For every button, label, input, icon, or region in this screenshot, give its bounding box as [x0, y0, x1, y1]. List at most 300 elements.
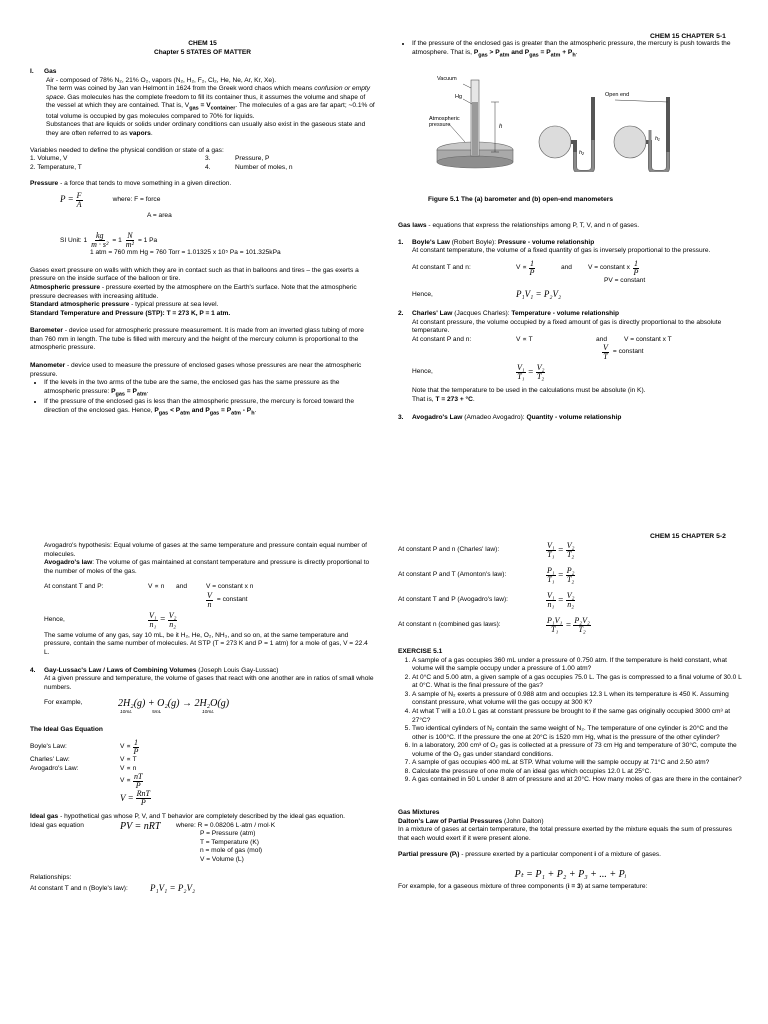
vn-constant — [44, 592, 375, 609]
text: and P — [189, 406, 210, 414]
avogadro-law-def — [44, 559, 375, 576]
exercise-item: 9. A gas contained in 50 L under 8 atm of pressure and at 20°C. How many moles of gas are there in the container? — [412, 776, 743, 785]
numerator: 1 — [529, 258, 534, 268]
doc-title: CHEM 15 — [188, 40, 217, 47]
text: gas — [478, 51, 488, 58]
reaction-equation: 2H₂(g) + O₂(g) → 2H₂O(g) — [118, 698, 230, 710]
text: If the levels in the two arms of the tube are the same, the enclosed gas has the same pressure as the atmospheric pressure: — [44, 379, 340, 395]
list-number: 3. — [398, 414, 404, 422]
pressure-equation — [30, 192, 375, 209]
text: = P — [219, 406, 232, 414]
text: gas — [189, 105, 199, 112]
constant-form: V = constant x T — [624, 335, 672, 343]
text: container — [210, 105, 236, 112]
text: That is, — [412, 395, 436, 403]
denominator: P — [529, 267, 535, 277]
text: - equations that express the relationships among P, T, V, and n of gases. — [426, 222, 640, 229]
text: P — [111, 387, 116, 395]
exercise-item: 6. In a laboratory, 200 cm³ of O₂ gas is collected at a pressure of 73 cm Hg and temperature of 30°C, compute the volume of the O₂ gas under standard conditions. — [412, 742, 743, 759]
charles-proportion — [412, 336, 743, 345]
page2-left-column — [30, 542, 375, 895]
denominator: n₂ — [567, 600, 574, 609]
list-number: 2. — [398, 309, 404, 317]
numerator: V₁ — [517, 363, 525, 373]
fraction — [206, 592, 213, 609]
term: Atmospheric pressure — [30, 284, 100, 292]
variables-intro: Variables needed to define the physical condition or state of a gas: — [30, 146, 224, 154]
manometer-illustration — [425, 72, 725, 172]
charles-law-body — [398, 319, 743, 405]
text: - P — [240, 406, 252, 414]
exercise-item: 2. At 0°C and 5.00 atm, a given sample of a gas occupies 75.0 L. The gas is compressed to a final volume of 30.0 L at 0°C. What is the final pressure of the gas? — [412, 674, 743, 691]
variable-p: P = Pressure (atm) — [200, 830, 256, 838]
law-relationship: Pressure - volume relationship — [497, 238, 595, 246]
numerator: V₂ — [536, 363, 545, 373]
term: Gas laws — [398, 222, 427, 229]
text: The term was coined by Jan van Helmont in 1624 from the Greek word chaos which means — [46, 85, 315, 93]
variable-number: 4. — [205, 163, 211, 171]
numerator: F — [76, 190, 82, 200]
variable-item: 2. Temperature, T — [30, 163, 82, 171]
denominator: n — [207, 599, 212, 609]
text: : T = 273 K, P = 1 atm. — [162, 309, 231, 317]
gas-laws-def — [398, 222, 743, 231]
text: - typical pressure at sea level. — [129, 301, 219, 309]
text: h — [572, 51, 576, 58]
fraction — [573, 617, 590, 634]
text: If the pressure of the enclosed gas is greater than the atmospheric pressure, the mercury is push towards the atmosphere. That is, — [412, 40, 731, 56]
gas-mixtures-title: Gas Mixtures — [398, 809, 440, 816]
text: gas — [209, 409, 220, 416]
condition: At constant P and T (Amonton's law): — [398, 571, 507, 579]
text: . — [254, 406, 257, 414]
numerator: V — [207, 590, 212, 600]
denominator: P — [140, 798, 146, 808]
ig-boyle — [30, 739, 375, 756]
law-description: At constant temperature, the volume of a fixed quantity of gas is inversely proportional to the pressure. — [412, 247, 711, 255]
page2-right-column — [398, 542, 743, 891]
exercise-list — [398, 657, 743, 785]
text: i = 3 — [567, 882, 581, 890]
conjunction: and — [560, 263, 572, 271]
numerator: V₂ — [566, 541, 575, 550]
text: - device used to measure the pressure of enclosed gases whose pressures are near the atmospheric pressure. — [30, 361, 362, 378]
manometer-def — [30, 362, 375, 379]
text: and P — [509, 48, 530, 56]
fraction — [529, 260, 535, 277]
ideal-gas-title: The Ideal Gas Equation — [30, 726, 103, 734]
term: Standard atmospheric pressure — [30, 301, 130, 309]
proportion: V ∝ — [516, 263, 527, 271]
manometer-bullets-cont — [398, 40, 743, 59]
numerator: RnT — [136, 789, 151, 799]
fraction — [566, 542, 576, 559]
denominator: T₂ — [566, 575, 575, 584]
text: . — [575, 48, 578, 56]
fraction — [76, 192, 83, 209]
fraction — [136, 790, 151, 807]
constant-form: V = constant x n — [206, 583, 254, 591]
text: + P — [560, 48, 573, 56]
equals: = 1 Pa — [137, 236, 158, 244]
reaction-example — [44, 697, 375, 710]
term: Ideal gas — [30, 813, 59, 821]
term: (Pᵢ) — [447, 851, 460, 859]
manometer-bullets — [30, 379, 375, 417]
rel-combined — [398, 617, 743, 634]
stp-def — [30, 310, 375, 319]
fraction — [133, 773, 143, 790]
term: Barometer — [30, 327, 63, 335]
proportion: V ∝ — [120, 743, 131, 751]
equals: = — [557, 594, 564, 605]
fraction — [566, 567, 576, 584]
variable-r: where: R = 0.08206 L·atm / mol·K — [176, 821, 276, 829]
gay-lussac-heading — [30, 667, 375, 676]
hence: Hence, — [412, 290, 433, 298]
text: - hypothetical gas whose P, V, and T behavior are completely described by the ideal gas equation. — [58, 813, 346, 821]
fraction — [148, 612, 158, 629]
fraction — [546, 592, 556, 609]
denominator: T₁ — [517, 372, 525, 382]
numerator: V — [603, 343, 608, 353]
numerator: P₁V₁ — [547, 616, 563, 625]
pv-constant: PV = constant — [604, 276, 646, 284]
variable-n: n = mole of gas (mol) — [200, 847, 263, 855]
conjunction: and — [596, 335, 608, 343]
text: atm — [136, 390, 147, 397]
proportion: V ∝ n — [148, 583, 165, 591]
exercise-item: 3. A sample of N₂ exerts a pressure of 0.988 atm and occupies 12.3 L when its temperature is 450 K. Assuming constant pressure, what volume will the gas occupy at 300 K? — [412, 691, 743, 708]
fraction — [566, 592, 576, 609]
exercise-item: 5. Two identical cylinders of N₂ contain the same weight of N₂. The temperature of one cylinder is 20°C and the other is 100°C. If the pressure the one at 20°C is 1520 mm Hg, what is the pressure of the other cylinder? — [412, 725, 743, 742]
temperature-note: Note that the temperature to be used in the calculations must be absolute (in K). — [412, 387, 646, 395]
boyle-equation: P₁V₁ = P₂V₂ — [516, 289, 562, 300]
figure-barometer-manometer — [425, 72, 725, 172]
denominator: n₁ — [149, 619, 157, 629]
fraction — [602, 344, 609, 361]
condition: At constant T and P (Avogadro's law): — [398, 596, 508, 604]
si-label: SI Unit: 1 — [60, 236, 88, 244]
text: - pressure exerted by a particular component — [459, 851, 595, 859]
label-vacuum: Vacuum — [437, 76, 457, 82]
rel-amonton — [398, 567, 743, 584]
law-author: (Jacques Charles): — [452, 309, 512, 317]
page-header: CHEM 15 CHAPTER 5-1 — [650, 33, 726, 40]
temperature-formula — [412, 396, 743, 405]
law-name: Avogadro's Law — [412, 414, 463, 422]
text: : The volume of gas maintained at constant temperature and pressure is directly proportional to the number of moles of the gas. — [44, 559, 370, 575]
law-description: At constant pressure, the volume occupied by a fixed amount of gas is directly proportional to the absolute temperature. — [412, 318, 722, 335]
denominator: T₁ — [547, 550, 555, 559]
law-description: At a given pressure and temperature, the volume of gases that react with one another are in ratios of small whole numbers. — [44, 675, 374, 691]
term: Partial pressure — [398, 851, 448, 859]
denominator: T₁ — [547, 575, 555, 584]
gay-lussac-body — [30, 675, 375, 716]
text: atm — [550, 51, 561, 58]
avogadro-hypothesis: Avogadro's hypothesis: Equal volume of gases at the same temperature and pressure contain equal number of molecules. — [44, 542, 367, 558]
ig-v-equation — [30, 790, 375, 807]
text: - device used for atmospheric pressure measurement. It is made from an inverted glass tubing of more than 760 mm in length. The tube is filled with mercury and the height of the mercury column is proportional to the atmospheric pressure. — [30, 327, 364, 352]
gas-description — [30, 77, 375, 139]
walls-paragraph: Gases exert pressure on walls with which they are in contact such as that in balloons and tires – the gas exerts a pressure on the inside surface of the balloon or tire. — [30, 266, 359, 283]
exercise-item: 8. Calculate the pressure of one mole of an ideal gas which occupies 12.0 L at 25°C. — [412, 768, 743, 777]
boyle-equation: P₁V₁ = P₂V₂ — [150, 883, 196, 894]
exercise-title: EXERCISE 5.1 — [398, 648, 443, 655]
law-name: Gay-Lussac's Law / Laws of Combining Volumes — [44, 666, 197, 674]
section-gas — [30, 68, 375, 77]
term: (STP) — [143, 309, 163, 317]
law-author: (Robert Boyle): — [449, 238, 498, 246]
variable-item: Number of moles, n — [235, 163, 293, 171]
atm-conversion: 1 atm = 760 mm Hg = 760 Torr = 1.01325 x 10⁵ Pa = 101.325kPa — [90, 249, 281, 257]
condition: At constant T and n (Boyle's law): — [30, 884, 128, 892]
section-number: I. — [30, 68, 34, 76]
air-composition: Air - composed of 78% N₂, 21% O₂, vapors (N₂, H₂, F₂, Cl₂, He, Ne, Ar, Kr, Xe). — [46, 76, 277, 84]
label-hg: Hg — [455, 94, 463, 100]
total-pressure-equation: Pₜ = P₁ + P₂ + P₃ + ... + Pᵢ — [514, 868, 627, 880]
list-number: 4. — [30, 666, 36, 674]
pressure-definition — [30, 180, 375, 189]
text: atm — [180, 409, 190, 416]
dalton-description: In a mixture of gases at certain temperature, the total pressure exerted by the mixture equals the sum of pressures that each would exert if it were present alone. — [398, 826, 732, 842]
text: h — [251, 409, 255, 416]
law-author: (Amadeo Avogadro): — [462, 414, 527, 422]
partial-pressure-def — [398, 851, 743, 860]
text: confusion or empty space — [46, 85, 370, 101]
law-relationship: Temperature - volume relationship — [511, 309, 620, 317]
gas-laws-section — [398, 222, 743, 423]
equals: = — [565, 619, 572, 630]
condition: At constant T and n: — [412, 263, 471, 271]
where-text: where: F = force — [112, 195, 161, 203]
text: vapors — [129, 129, 151, 137]
page1-left-column — [30, 40, 375, 417]
fraction — [546, 542, 556, 559]
numerator: V₂ — [566, 591, 575, 600]
condition: At constant P and n (Charles' law): — [398, 546, 500, 554]
equals: = 1 — [112, 236, 122, 244]
variables-list — [30, 155, 375, 172]
gas-term-paragraph — [46, 85, 375, 121]
avogadro-law-heading — [398, 414, 743, 423]
denominator: P — [633, 267, 639, 277]
same-volume-paragraph: The same volume of any gas, say 10 mL, be it H₂, He, O₂, NH₃, and so on, at the same temperature and pressure, contain the same number of molecules. At STP (T = 273 K and P = 1 atm) for a mole of gas, V = 22.4 L. — [44, 631, 368, 656]
fraction — [536, 364, 546, 381]
numerator: P₁ — [547, 566, 555, 575]
term: Manometer — [30, 361, 66, 369]
denominator: T₂ — [536, 372, 545, 382]
exercise-item: 4. At what T will a 10.0 L gas at constant pressure be brought to if the same gas originally occupied 3000 cm³ at 27°C? — [412, 708, 743, 725]
volume-label: 5mL — [152, 710, 162, 716]
condition: At constant T and P: — [44, 583, 104, 591]
rel-avogadro — [398, 592, 743, 609]
text: . The molecules of a gas are far apart; ~0.1% of total volume is occupied by gas molecules compared to 70% for liquids. — [46, 102, 375, 120]
text: ) at same temperature: — [580, 882, 648, 890]
fraction — [91, 232, 108, 249]
vapors-paragraph — [46, 121, 375, 138]
label-h2: h₂ — [579, 150, 585, 156]
text: gas — [158, 409, 169, 416]
text: of a mixture of gases. — [596, 851, 662, 859]
fraction — [516, 364, 526, 381]
bullet-equal — [44, 379, 375, 398]
conjunction: and — [176, 583, 188, 591]
proportion: V ∝ — [120, 777, 131, 785]
relationships-label: Relationships: — [30, 874, 72, 882]
chapter-title: Chapter 5 STATES OF MATTER — [153, 48, 252, 56]
text: . — [472, 395, 475, 403]
equals: = — [527, 366, 534, 377]
condition: At constant P and n: — [412, 335, 472, 343]
boyles-law-heading — [398, 239, 743, 248]
law-author: (Joseph Louis Gay-Lussac) — [196, 666, 279, 674]
boyle-hence — [412, 289, 743, 301]
standard-pressure-def — [30, 301, 375, 310]
boyles-law-body — [398, 247, 743, 301]
figure-caption: Figure 5.1 The (a) barometer and (b) open-end manometers — [428, 196, 614, 203]
section-title: Gas — [44, 68, 57, 76]
charles-hence — [412, 364, 743, 381]
text: i — [594, 851, 597, 859]
ig-combined — [30, 773, 375, 790]
numerator: V₁ — [547, 541, 555, 550]
label-h: h — [499, 124, 503, 130]
fraction — [133, 739, 139, 756]
text: = P — [124, 387, 137, 395]
denominator: T — [603, 352, 608, 362]
text: > P — [487, 48, 500, 56]
text: If the pressure of the enclosed gas is less than the atmospheric pressure, the mercury is forced toward the direction of the enclosed gas. Hence, — [44, 398, 355, 414]
fraction — [633, 260, 639, 277]
proportion: V ∝ T — [120, 755, 137, 763]
text: atm — [231, 409, 241, 416]
text: < P — [168, 406, 181, 414]
ideal-equation: PV = nRT — [120, 820, 161, 832]
term: Avogadro's law — [44, 559, 93, 567]
text: . — [150, 129, 153, 137]
atmospheric-pressure-def — [30, 284, 375, 301]
vt-constant — [412, 344, 743, 361]
label-open-end: Open end — [605, 92, 630, 98]
list-number: 1. — [398, 238, 404, 246]
variable-v: V = Volume (L) — [200, 855, 244, 863]
volume-label: 10mL — [120, 710, 132, 716]
law-label: Boyle's Law: — [30, 743, 67, 751]
law-name: Boyle's Law — [412, 238, 450, 246]
equals: = — [557, 569, 564, 580]
dalton-heading — [398, 818, 743, 827]
denominator: P — [133, 746, 139, 756]
denominator: T₂ — [566, 550, 575, 559]
numerator: V₁ — [149, 610, 157, 620]
text: P — [473, 48, 479, 56]
term: Standard Temperature and Pressure — [30, 309, 144, 317]
numerator: 1 — [133, 737, 138, 747]
charles-law-heading — [398, 310, 743, 319]
bullet-less — [44, 398, 375, 417]
denominator: T₂ — [578, 625, 586, 634]
numerator: nT — [133, 772, 143, 782]
hence: Hence, — [44, 616, 65, 624]
avogadro-body — [30, 542, 375, 658]
text: atm — [499, 51, 510, 58]
condition: At constant n (combined gas laws): — [398, 621, 501, 629]
bullet-greater — [412, 40, 743, 59]
hence: Hence, — [412, 368, 433, 376]
volume-label: 10mL — [202, 710, 214, 716]
denominator: A — [76, 199, 82, 209]
fraction — [546, 617, 563, 634]
term: Pressure — [30, 180, 59, 188]
numerator: V₁ — [547, 591, 555, 600]
text: P — [154, 406, 159, 414]
text: . — [146, 387, 149, 395]
exercise-item: 1. A sample of a gas occupies 360 mL under a pressure of 0.750 atm. If the temperature is held constant, what volume will the sample occupy under a pressure of 1.00 atm? — [412, 657, 743, 674]
denominator: P — [135, 781, 141, 791]
si-unit-line — [30, 232, 375, 249]
ig-avogadro — [30, 765, 375, 774]
text: For example, for a gaseous mixture of three components ( — [398, 882, 568, 890]
denominator: T₁ — [551, 625, 559, 634]
page1-right-column — [398, 40, 743, 59]
numerator: 1 — [633, 258, 638, 268]
three-component-example — [398, 883, 743, 892]
text: . Gas molecules has the complete freedom to fill its container thus, it assumes the volume and shape of the vessel at which they are contained. That is, V — [46, 93, 366, 110]
page-header: CHEM 15 CHAPTER 5-2 — [650, 533, 726, 540]
ideal-gas-equation — [30, 822, 375, 865]
avogadro-hence — [44, 612, 375, 629]
fraction — [168, 612, 178, 629]
equals-constant: = constant — [612, 348, 644, 356]
denominator: m · s² — [91, 240, 109, 250]
law-relationship: Quantity - volume relationship — [526, 414, 622, 422]
exercise-item: 7. A sample of gas occupies 400 mL at STP. What volume will the sample occupy at 71°C and 2.50 atm? — [412, 759, 743, 768]
area-text: A = area — [147, 211, 172, 219]
equals: = — [159, 614, 166, 625]
numerator: V₂ — [168, 610, 177, 620]
text: gas — [529, 51, 539, 58]
numerator: N — [127, 231, 133, 241]
text: = V — [198, 102, 211, 110]
label-atmospheric: Atmospheric pressure — [429, 116, 460, 129]
numerator: P₂V₂ — [574, 616, 590, 625]
reaction-volumes — [44, 710, 375, 716]
denominator: n₁ — [547, 600, 555, 609]
text: gas — [115, 390, 125, 397]
law-label: Avogadro's Law: — [30, 764, 79, 772]
boyle-proportion — [412, 260, 743, 277]
law-author: (John Dalton) — [502, 817, 544, 825]
text: = P — [538, 48, 551, 56]
rel-boyle — [30, 883, 375, 895]
equation-label: Ideal gas equation — [30, 821, 84, 829]
text: - pressure exerted by the atmosphere on the Earth's surface. Note that the atmospheric pressure decreases with increasing altitude. — [30, 284, 357, 300]
text: - a force that tends to move something in a given direction. — [58, 180, 232, 188]
ideal-variables — [176, 822, 275, 865]
equals: = — [557, 544, 564, 555]
law-label: Charles' Law: — [30, 755, 70, 763]
text: T = 273 + °C — [435, 395, 473, 403]
proportion: V ∝ n — [120, 764, 137, 772]
proportion: V ∝ T — [516, 335, 533, 343]
for-example: For example, — [44, 699, 83, 707]
variable-item: 1. Volume, V — [30, 155, 68, 163]
variable-t: T = Temperature (K) — [200, 838, 259, 846]
equals-constant: = constant — [216, 596, 248, 604]
denominator: m² — [125, 240, 134, 250]
numerator: kg — [95, 231, 104, 241]
